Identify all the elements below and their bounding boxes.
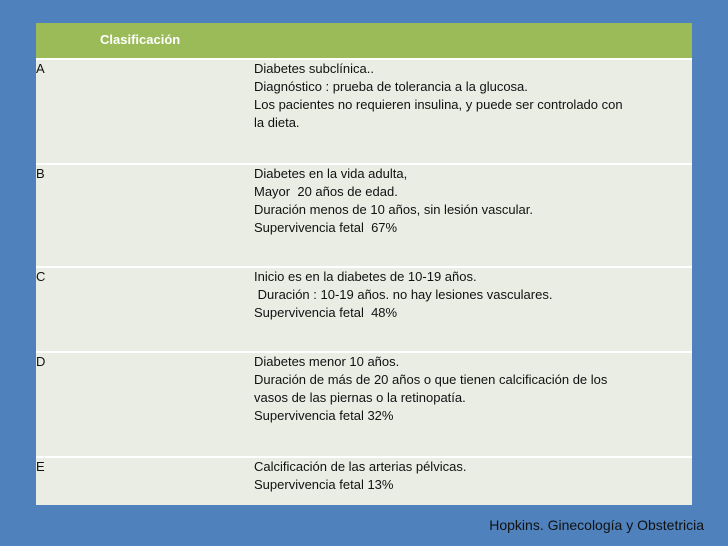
- table-row: [36, 59, 692, 164]
- classification-table: [36, 23, 692, 505]
- table-header-row: [36, 23, 692, 59]
- description-line: Supervivencia fetal 32%: [254, 408, 394, 423]
- class-cell: D: [36, 352, 254, 457]
- description-line: Calcificación de las arterias pélvicas.: [254, 459, 467, 474]
- header-clasificacion: Clasificación: [36, 23, 254, 59]
- description-line: Duración menos de 10 años, sin lesión vascular.: [254, 202, 533, 217]
- description-cell: [254, 59, 692, 164]
- description-line: Duración : 10-19 años. no hay lesiones vasculares.: [254, 287, 553, 302]
- description-line: Supervivencia fetal 67%: [254, 220, 398, 235]
- table-row: [36, 164, 692, 267]
- description-line: Duración de más de 20 años o que tienen calcificación de los: [254, 372, 608, 387]
- description-cell: [254, 164, 692, 267]
- description-line: Supervivencia fetal 13%: [254, 477, 394, 492]
- table-row: [36, 267, 692, 352]
- description-line: Inicio es en la diabetes de 10-19 años.: [254, 269, 477, 284]
- description-cell: [254, 267, 692, 352]
- description-line: la dieta.: [254, 115, 300, 130]
- description-line: vasos de las piernas o la retinopatía.: [254, 390, 466, 405]
- class-cell: A: [36, 59, 254, 164]
- description-line: Diabetes subclínica..: [254, 61, 374, 76]
- description-line: Mayor 20 años de edad.: [254, 184, 398, 199]
- class-cell: C: [36, 267, 254, 352]
- citation: Hopkins. Ginecología y Obstetricia: [489, 517, 704, 533]
- table-row: [36, 352, 692, 457]
- class-cell: B: [36, 164, 254, 267]
- description-line: Diabetes menor 10 años.: [254, 354, 400, 369]
- class-cell: E: [36, 457, 254, 505]
- header-description: [254, 23, 692, 59]
- description-line: Diabetes en la vida adulta,: [254, 166, 408, 181]
- description-line: Los pacientes no requieren insulina, y puede ser controlado con: [254, 97, 623, 112]
- description-line: Diagnóstico : prueba de tolerancia a la glucosa.: [254, 79, 528, 94]
- description-line: Supervivencia fetal 48%: [254, 305, 398, 320]
- table-row: [36, 457, 692, 505]
- description-cell: [254, 352, 692, 457]
- description-cell: [254, 457, 692, 505]
